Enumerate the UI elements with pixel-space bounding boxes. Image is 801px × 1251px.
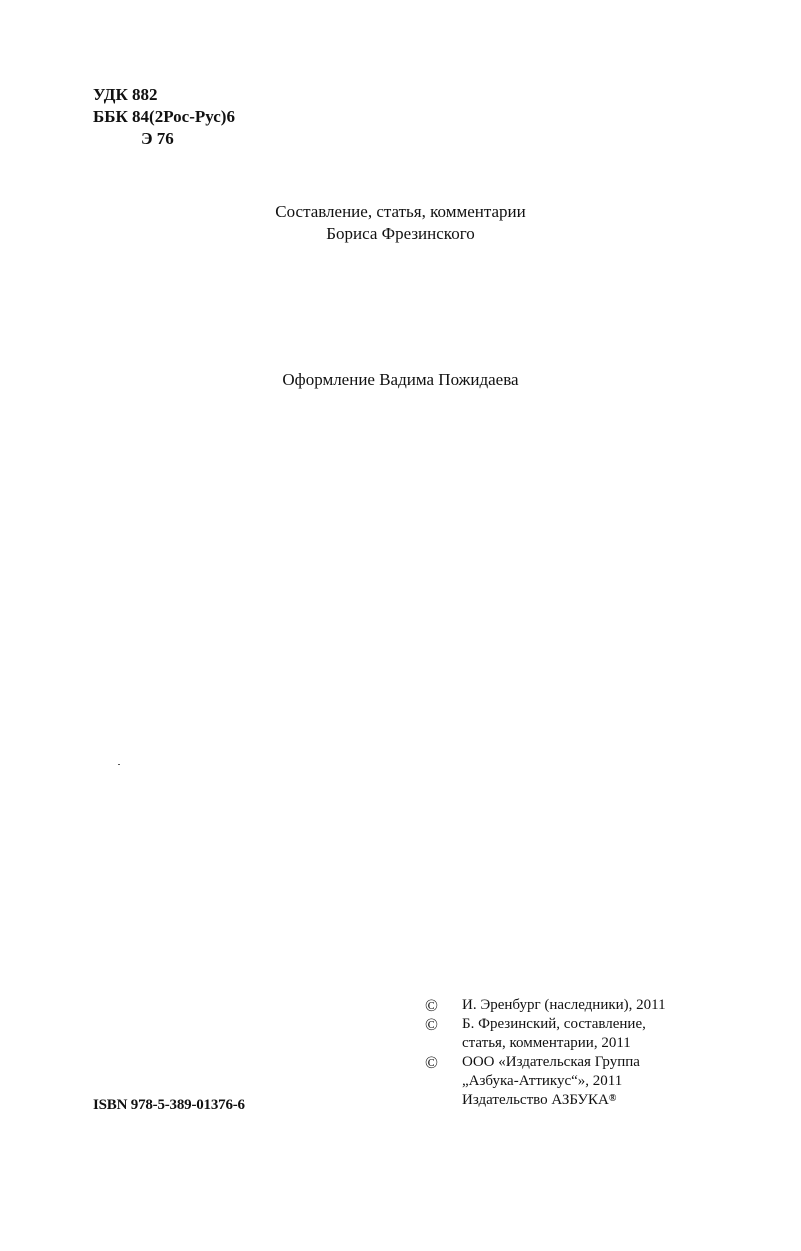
copyright-line: статья, комментарии, 2011: [462, 1035, 631, 1051]
copyright-line: Б. Фрезинский, составление,: [462, 1016, 646, 1032]
copyright-line: И. Эренбург (наследники), 2011: [462, 997, 666, 1013]
bbk-code: ББК 84(2Рос-Рус)6: [93, 107, 235, 126]
copyright-line: „Азбука-Аттикус“», 2011: [462, 1073, 623, 1089]
publisher-name: Издательство АЗБУКА: [462, 1092, 609, 1108]
copyright-entry: [425, 1015, 725, 1053]
compilation-credit: [0, 201, 801, 245]
copyright-entry: [425, 996, 725, 1015]
compilation-credit-line-2: Бориса Фрезинского: [326, 224, 475, 243]
copyright-symbol-icon: ©: [425, 1015, 438, 1034]
design-credit-line: Оформление Вадима Пожидаева: [282, 370, 519, 389]
publisher-line: [462, 1091, 725, 1110]
author-mark: Э 76: [141, 129, 174, 148]
print-speck: [118, 764, 120, 765]
compilation-credit-line-1: Составление, статья, комментарии: [275, 202, 526, 221]
udk-code: УДК 882: [93, 85, 158, 104]
copyright-entry: [425, 1053, 725, 1110]
isbn-number: ISBN 978-5-389-01376-6: [93, 1097, 245, 1113]
copyright-symbol-icon: ©: [425, 1053, 438, 1072]
classification-block: [93, 84, 235, 150]
copyright-line: ООО «Издательская Группа: [462, 1054, 640, 1070]
design-credit: [0, 369, 801, 391]
copyright-symbol-icon: ©: [425, 996, 438, 1015]
copyright-block: [425, 996, 725, 1110]
registered-trademark-icon: ®: [608, 1093, 617, 1104]
